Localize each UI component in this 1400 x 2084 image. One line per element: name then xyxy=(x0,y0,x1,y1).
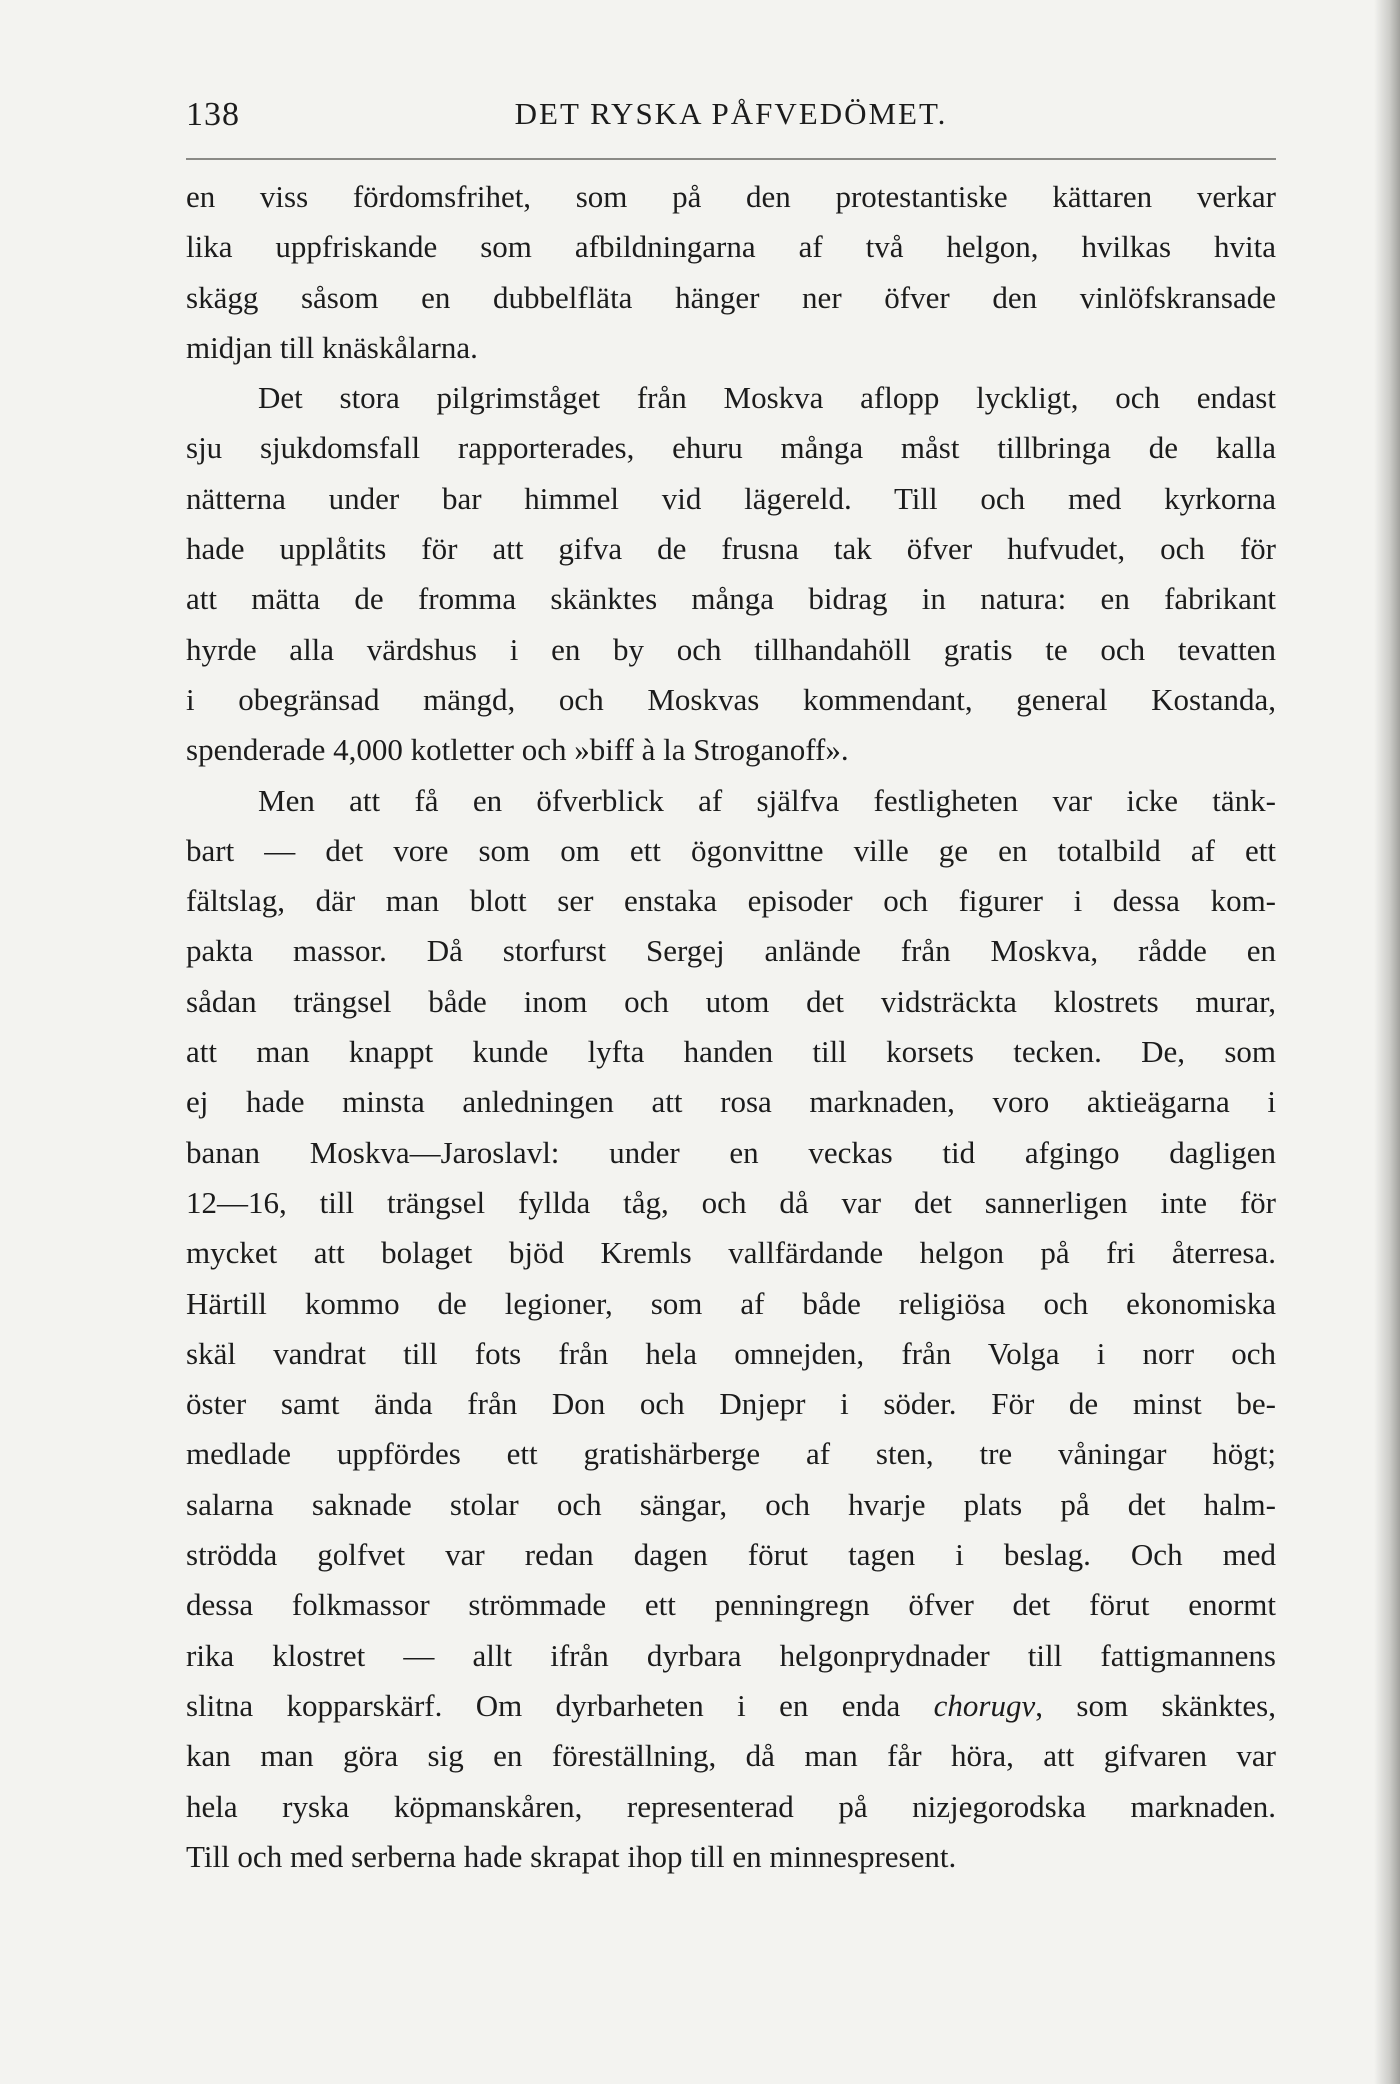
text-line: Härtill kommo de legioner, som af både religiösa och ekonomiska xyxy=(186,1285,1276,1321)
text-line: lika uppfriskande som afbildningarna af två helgon, hvilkas hvita xyxy=(186,229,1276,265)
text-line: strödda golfvet var redan dagen förut tagen i beslag. Och med xyxy=(186,1537,1276,1573)
page-edge-shadow xyxy=(1374,0,1400,2084)
text-segment: slitna kopparskärf. Om dyrbarheten i en enda xyxy=(186,1687,934,1723)
text-line: hyrde alla värdshus i en by och tillhandahöll gratis te och tevatten xyxy=(186,631,1276,667)
text-line: en viss fördomsfrihet, som på den protestantiske kättaren verkar xyxy=(186,179,1276,214)
text-line: skägg såsom en dubbelfläta hänger ner öfver den vinlöfskransade xyxy=(186,279,1276,315)
text-line: spenderade 4,000 kotletter och »biff à la Stroganoff». xyxy=(186,732,849,768)
text-line: fältslag, där man blott ser enstaka episoder och figurer i dessa kom- xyxy=(186,883,1276,919)
text-line: sådan trängsel både inom och utom det vidsträckta klostrets murar, xyxy=(186,983,1276,1019)
text-line: Men att få en öfverblick af själfva festligheten var icke tänk- xyxy=(258,782,1276,818)
text-line: skäl vandrat till fots från hela omnejden, från Volga i norr och xyxy=(186,1335,1276,1371)
body-text xyxy=(186,172,1276,1882)
text-line: att man knappt kunde lyfta handen till korsets tecken. De, som xyxy=(186,1034,1276,1070)
page-number: 138 xyxy=(186,96,240,133)
text-line: medlade uppfördes ett gratishärberge af sten, tre våningar högt; xyxy=(186,1436,1276,1472)
text-line: Till och med serberna hade skrapat ihop till en minnespresent. xyxy=(186,1838,957,1874)
text-segment: , som skänktes, xyxy=(1035,1687,1276,1723)
running-title: DET RYSKA PÅFVEDÖMET. xyxy=(514,96,948,131)
text-line: rika klostret — allt ifrån dyrbara helgonprydnader till fattigmannens xyxy=(186,1637,1276,1673)
header-rule xyxy=(186,158,1276,160)
text-line: öster samt ända från Don och Dnjepr i söder. För de minst be- xyxy=(186,1386,1276,1422)
text-line: mycket att bolaget bjöd Kremls vallfärdande helgon på fri återresa. xyxy=(186,1235,1276,1271)
text-line: pakta massor. Då storfurst Sergej anlände från Moskva, rådde en xyxy=(186,933,1276,969)
text-line: dessa folkmassor strömmade ett penningregn öfver det förut enormt xyxy=(186,1587,1276,1623)
text-line: hade upplåtits för att gifva de frusna tak öfver hufvudet, och för xyxy=(186,531,1276,567)
text-line: banan Moskva—Jaroslavl: under en veckas tid afgingo dagligen xyxy=(186,1134,1276,1170)
text-line: hela ryska köpmanskåren, representerad på nizjegorodska marknaden. xyxy=(186,1788,1276,1824)
text-line: kan man göra sig en föreställning, då man får höra, att gifvaren var xyxy=(186,1738,1276,1774)
text-line: bart — det vore som om ett ögonvittne ville ge en totalbild af ett xyxy=(186,832,1276,868)
text-line: ej hade minsta anledningen att rosa marknaden, voro aktieägarna i xyxy=(186,1084,1276,1120)
text-line: att mätta de fromma skänktes många bidrag in natura: en fabrikant xyxy=(186,581,1276,617)
running-head xyxy=(186,96,1276,146)
text-line: 12—16, till trängsel fyllda tåg, och då var det sannerligen inte för xyxy=(186,1184,1276,1220)
text-line: midjan till knäskålarna. xyxy=(186,329,478,365)
text-line: i obegränsad mängd, och Moskvas kommendant, general Kostanda, xyxy=(186,681,1276,717)
text-line: Det stora pilgrimståget från Moskva aflopp lyckligt, och endast xyxy=(258,380,1276,416)
text-line: nätterna under bar himmel vid lägereld. Till och med kyrkorna xyxy=(186,480,1276,516)
text-line-with-italic xyxy=(186,1681,1276,1731)
text-line: salarna saknade stolar och sängar, och hvarje plats på det halm- xyxy=(186,1486,1276,1522)
italic-word: chorugv xyxy=(933,1687,1036,1723)
text-line: sju sjukdomsfall rapporterades, ehuru många måst tillbringa de kalla xyxy=(186,430,1276,466)
